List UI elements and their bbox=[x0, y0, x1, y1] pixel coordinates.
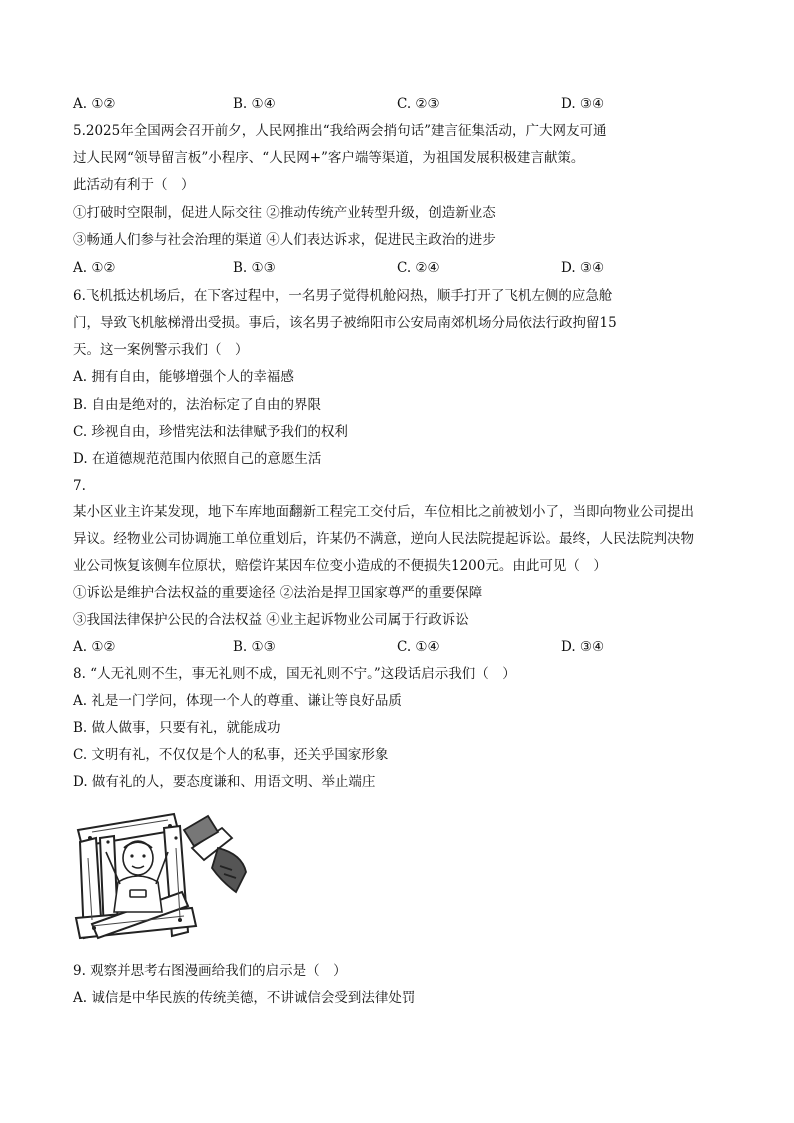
q5-stem-line-1: 5.2025年全国两会召开前夕，人民网推出“我给两会捎句话”建言征集活动，广大网友可通 bbox=[73, 123, 607, 139]
q8-stem: 8. “人无礼则不生，事无礼则不成，国无礼则不宁。”这段话启示我们（ ） bbox=[73, 666, 516, 682]
q8-option-c[interactable]: C. 文明有礼，不仅仅是个人的私事，还关乎国家形象 bbox=[73, 747, 389, 763]
hand bbox=[212, 848, 246, 892]
q5-option-c[interactable]: C. ②④ bbox=[397, 260, 440, 276]
q5-stem-line-2: 过人民网“领导留言板”小程序、“人民网+”客户端等渠道，为祖国发展积极建言献策。 bbox=[73, 150, 585, 166]
q5-stem-line-3: 此活动有利于（ ） bbox=[73, 177, 195, 193]
q6-option-c[interactable]: C. 珍视自由，珍惜宪法和法律赋予我们的权利 bbox=[73, 424, 348, 440]
q5-statement-line-2: ③畅通人们参与社会治理的渠道 ④人们表达诉求，促进民主政治的进步 bbox=[73, 232, 496, 248]
q5-option-a[interactable]: A. ①② bbox=[73, 260, 116, 276]
q6-option-b[interactable]: B. 自由是绝对的，法治标定了自由的界限 bbox=[73, 397, 322, 413]
q6-stem-line-2: 门，导致飞机舷梯滑出受损。事后，该名男子被绵阳市公安局南郊机场分局依法行政拘留15 bbox=[73, 315, 617, 331]
q6-option-d[interactable]: D. 在道德规范范围内依照自己的意愿生活 bbox=[73, 451, 322, 467]
q7-number: 7. bbox=[73, 478, 86, 494]
q4-option-d[interactable]: D. ③④ bbox=[561, 96, 605, 112]
q5-option-b[interactable]: B. ①③ bbox=[233, 260, 276, 276]
q7-option-a[interactable]: A. ①② bbox=[73, 639, 116, 655]
q9-stem: 9. 观察并思考右图漫画给我们的启示是（ ） bbox=[73, 963, 347, 979]
q4-options bbox=[73, 95, 633, 113]
q7-options bbox=[73, 638, 633, 656]
q5-statement-line-1: ①打破时空限制，促进人际交往 ②推动传统产业转型升级，创造新业态 bbox=[73, 205, 496, 221]
q7-stem-line-1: 某小区业主许某发现，地下车库地面翻新工程完工交付后，车位相比之前被划小了，当即向物业公司提出 bbox=[73, 504, 694, 520]
q4-option-b[interactable]: B. ①④ bbox=[233, 96, 276, 112]
q6-stem-line-3: 天。这一案例警示我们（ ） bbox=[73, 342, 249, 358]
q4-option-a[interactable]: A. ①② bbox=[73, 96, 116, 112]
q7-stem-line-3: 业公司恢复该侧车位原状，赔偿许某因车位变小造成的不便损失1200元。由此可见（ ） bbox=[73, 558, 607, 574]
q7-stem-line-2: 异议。经物业公司协调施工单位重划后，许某仍不满意，逆向人民法院提起诉讼。最终，人民法院判决物 bbox=[73, 531, 694, 547]
q7-option-d[interactable]: D. ③④ bbox=[561, 639, 605, 655]
q4-option-c[interactable]: C. ②③ bbox=[397, 96, 440, 112]
q5-option-d[interactable]: D. ③④ bbox=[561, 260, 605, 276]
q7-statement-line-2: ③我国法律保护公民的合法权益 ④业主起诉物业公司属于行政诉讼 bbox=[73, 612, 469, 628]
q7-statement-line-1: ①诉讼是维护合法权益的重要途径 ②法治是捍卫国家尊严的重要保障 bbox=[73, 585, 483, 601]
q9-option-a[interactable]: A. 诚信是中华民族的传统美德，不讲诚信会受到法律处罚 bbox=[73, 990, 416, 1006]
q5-options bbox=[73, 259, 633, 277]
q7-option-b[interactable]: B. ①③ bbox=[233, 639, 276, 655]
q9-cartoon-illustration bbox=[72, 808, 250, 948]
q6-stem-line-1: 6.飞机抵达机场后，在下客过程中，一名男子觉得机舱闷热，顺手打开了飞机左侧的应急舱 bbox=[73, 288, 613, 304]
q8-option-d[interactable]: D. 做有礼的人，要态度谦和、用语文明、举止端庄 bbox=[73, 774, 376, 790]
q8-option-b[interactable]: B. 做人做事，只要有礼，就能成功 bbox=[73, 720, 281, 736]
q8-option-a[interactable]: A. 礼是一门学问，体现一个人的尊重、谦让等良好品质 bbox=[73, 693, 402, 709]
q6-option-a[interactable]: A. 拥有自由，能够增强个人的幸福感 bbox=[73, 369, 294, 385]
q7-option-c[interactable]: C. ①④ bbox=[397, 639, 440, 655]
